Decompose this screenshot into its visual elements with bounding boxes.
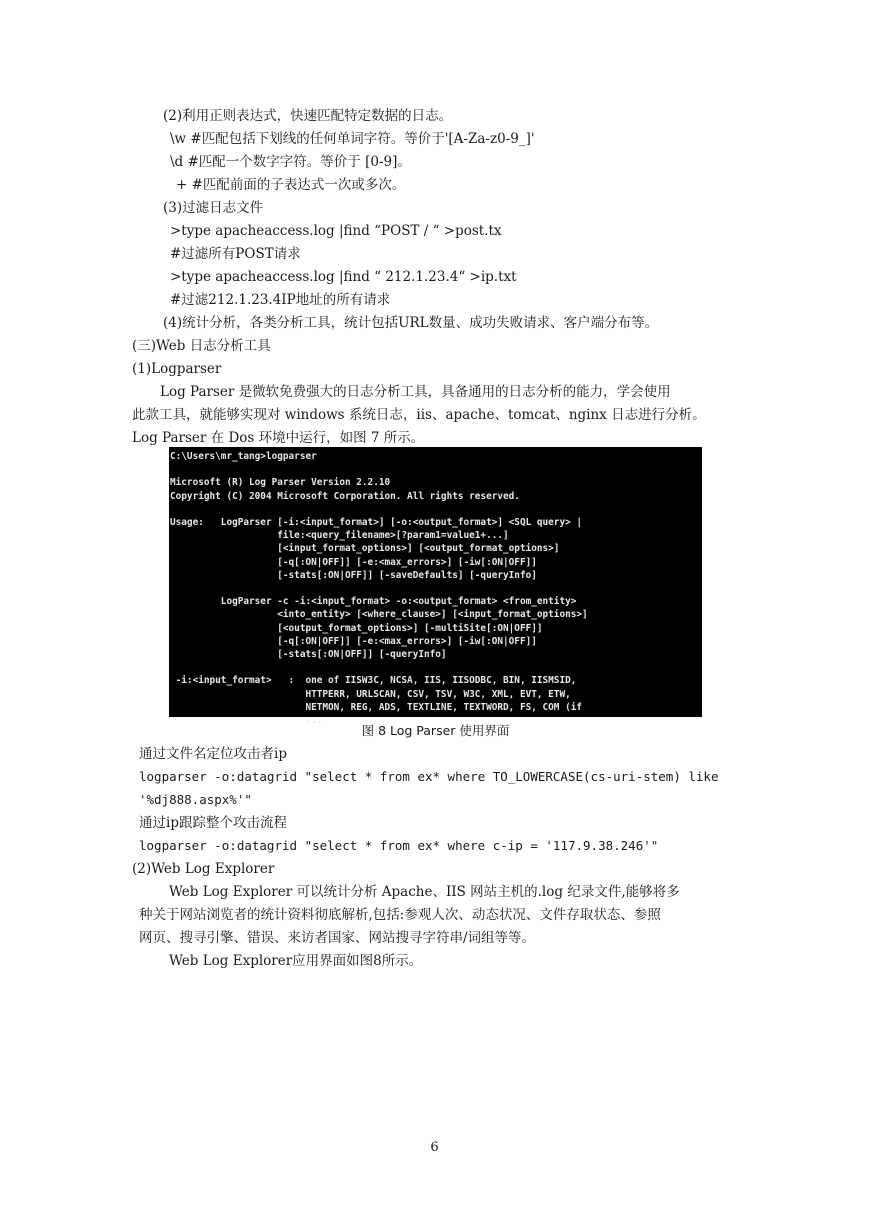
text-line: #过滤212.1.23.4IP地址的所有请求 <box>170 292 391 308</box>
paragraph-line: 此款工具，就能够实现对 windows 系统日志，iis、apache、tomcat、nginx 日志进行分析。 <box>132 407 706 423</box>
paragraph-line: Log Parser 在 Dos 环境中运行，如图 7 所示。 <box>132 430 425 446</box>
text-line: (4)统计分析，各类分析工具，统计包括URL数量、成功失败请求、客户端分布等。 <box>163 315 659 331</box>
code-line: '%dj888.aspx%'" <box>139 792 252 807</box>
paragraph-line: Web Log Explorer应用界面如图8所示。 <box>169 953 423 969</box>
subsection-heading: (2)Web Log Explorer <box>132 861 275 877</box>
text-line: \d #匹配一个数字字符。等价于 [0-9]。 <box>170 154 411 170</box>
logparser-console-screenshot <box>169 447 702 727</box>
text-line: (3)过滤日志文件 <box>163 200 264 216</box>
text-line: + #匹配前面的子表达式一次或多次。 <box>176 177 406 193</box>
text-line: >type apacheaccess.log |find “ 212.1.23.4“ >ip.txt <box>170 269 517 285</box>
text-line: 通过文件名定位攻击者ip <box>139 746 287 762</box>
figure-caption: 图 8 Log Parser 使用界面 <box>361 723 510 738</box>
text-line: \w #匹配包括下划线的任何单词字符。等价于'[A-Za-z0-9_]' <box>170 131 535 147</box>
paragraph-line: 网页、搜寻引擎、错误、来访者国家、网站搜寻字符串/词组等等。 <box>139 930 536 946</box>
console-output: C:\Users\mr_tang>logparser Microsoft (R) Log Parser Version 2.2.10 Copyright (C) 2004 Microsoft Corporation. All rights reserved. Usage: LogParser [-i:<input_format>] [-o:<output_format>] <SQL query> | file:<query_filename>[?param1=value1+...] [<input_format_options>] [<output_format_options>] [-q[:ON|OFF]] [-e:<max_errors>] [-iw[:ON|OFF]] [-stats[:ON|OFF]] [-saveDefaults] [-queryInfo] LogParser -c -i:<input_format> -o:<output_format> <from_entity> <into_entity> [<where_clause>] [<input_format_options>] [<output_format_options>] [-multiSite[:ON|OFF]] [-q[:ON|OFF]] [-e:<max_errors>] [-iw[:ON|OFF]] [-stats[:ON|OFF]] [-queryInfo] -i:<input_format> : one of IISW3C, NCSA, IIS, IISODBC, BIN, IISMSID, HTTPERR, URLSCAN, CSV, TSV, W3C, XML, EVT, ETW, NETMON, REG, ADS, TEXTLINE, TEXTWORD, FS, COM (if ... <box>170 451 588 727</box>
text-line: (2)利用正则表达式，快速匹配特定数据的日志。 <box>163 108 453 124</box>
paragraph-line: 种关于网站浏览者的统计资料彻底解析,包括:参观人次、动态状况、文件存取状态、参照 <box>139 907 661 923</box>
code-line: logparser -o:datagrid "select * from ex* where c-ip = '117.9.38.246'" <box>139 838 659 853</box>
page-number: 6 <box>430 1140 439 1155</box>
text-line: #过滤所有POST请求 <box>170 246 301 262</box>
paragraph-line: Log Parser 是微软免费强大的日志分析工具，具备通用的日志分析的能力，学会使用 <box>160 384 671 400</box>
code-line: logparser -o:datagrid "select * from ex* where TO_LOWERCASE(cs-uri-stem) like <box>139 769 719 784</box>
text-line: 通过ip跟踪整个攻击流程 <box>139 815 287 831</box>
paragraph-line: Web Log Explorer 可以统计分析 Apache、IIS 网站主机的.log 纪录文件,能够将多 <box>169 884 680 900</box>
subsection-heading: (1)Logparser <box>132 361 222 377</box>
text-line: >type apacheaccess.log |find “POST / “ >post.tx <box>170 223 502 239</box>
section-heading: (三)Web 日志分析工具 <box>132 338 271 354</box>
